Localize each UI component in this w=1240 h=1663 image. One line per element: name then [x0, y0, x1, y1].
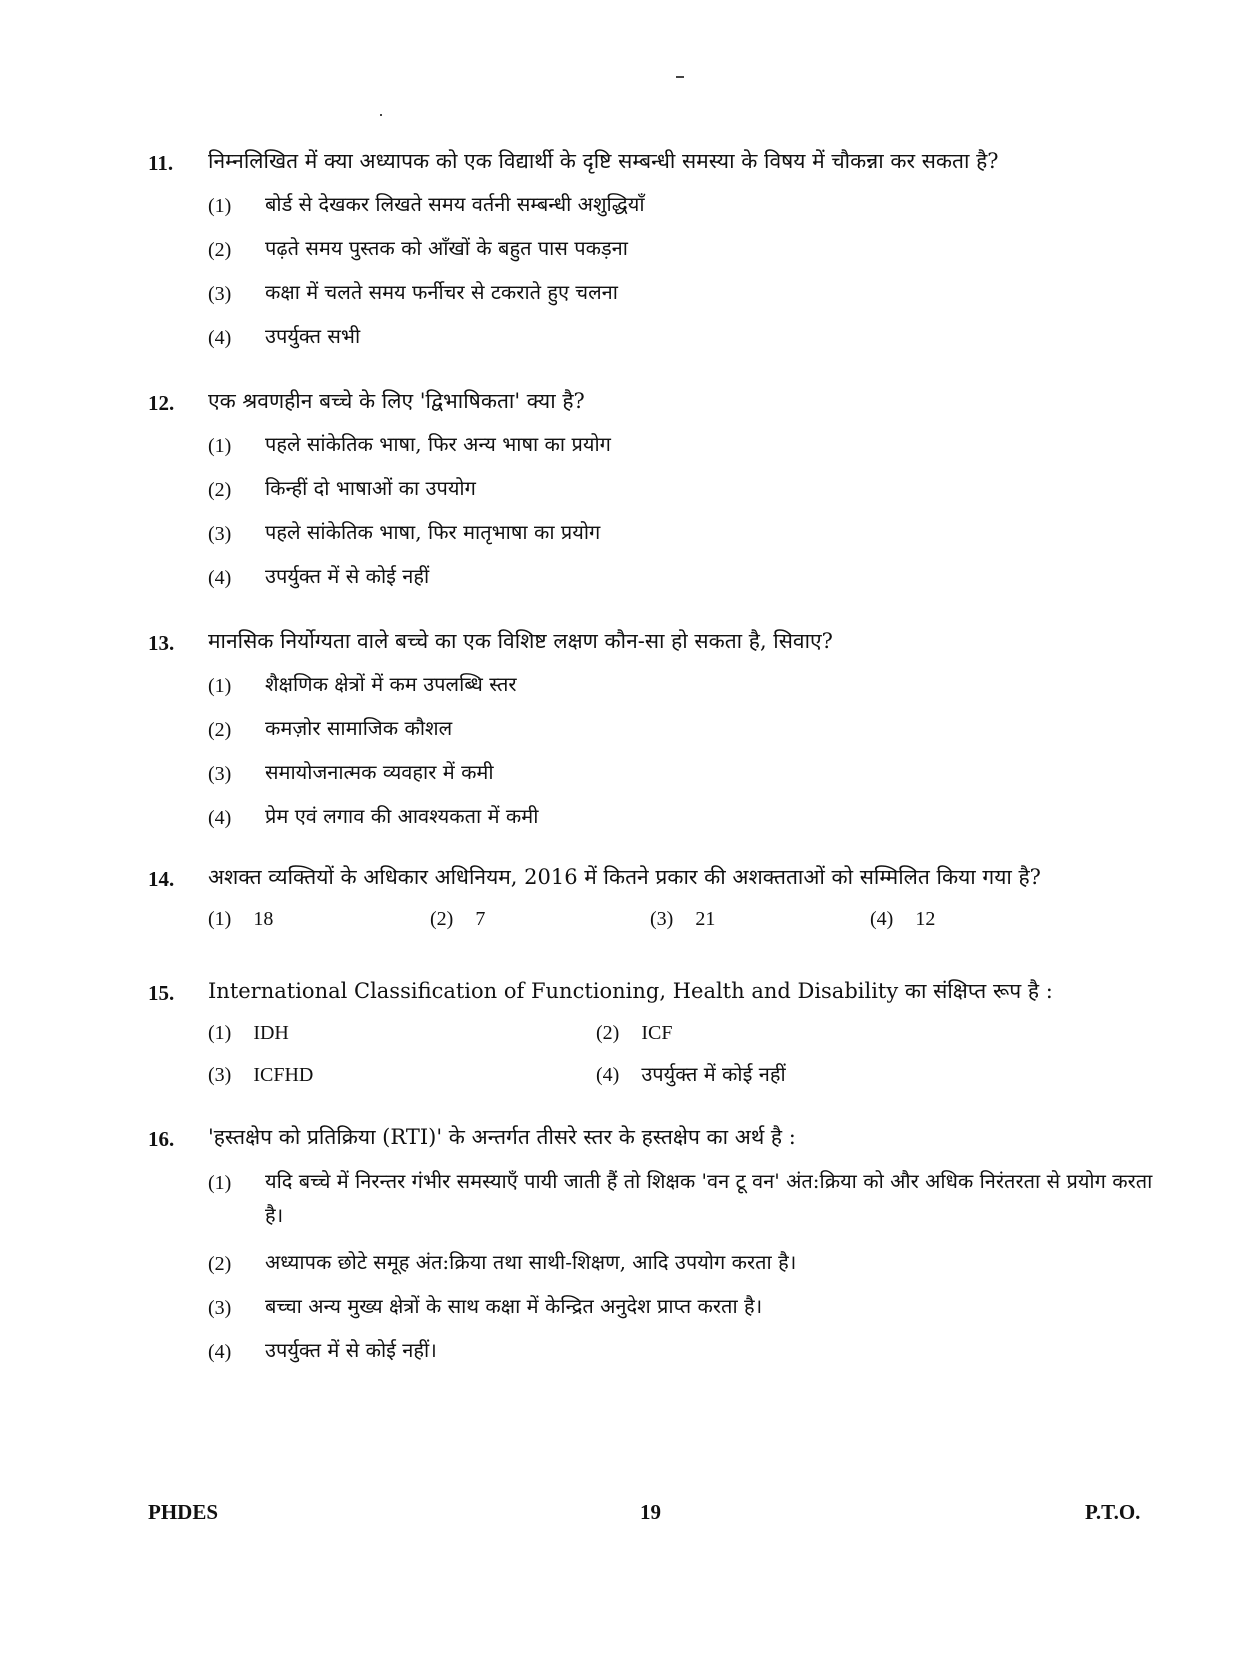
option	[596, 1060, 786, 1089]
option	[148, 802, 1168, 830]
question-15	[148, 976, 1168, 1090]
option-number: (1)	[208, 1172, 232, 1194]
question-14	[148, 862, 1168, 934]
question-16	[148, 1122, 1168, 1364]
option	[148, 474, 1168, 502]
question-stem: एक श्रवणहीन बच्चे के लिए 'द्विभाषिकता' क्या है?	[208, 389, 585, 413]
option-number: (2)	[208, 719, 232, 741]
option-number: (3)	[208, 1297, 232, 1319]
question-number: 16.	[148, 1127, 175, 1151]
question-number: 11.	[148, 151, 174, 175]
option	[148, 758, 1168, 786]
option-text: प्रेम एवं लगाव की आवश्यकता में कमी	[265, 804, 539, 828]
question-text	[148, 146, 1168, 176]
scan-speck	[380, 114, 382, 116]
option	[148, 714, 1168, 742]
option	[148, 1248, 1168, 1276]
question-number: 14.	[148, 867, 175, 891]
option	[148, 1292, 1168, 1320]
option-number: (1)	[208, 908, 232, 930]
option-number: (1)	[208, 435, 232, 457]
scan-speck	[676, 76, 684, 78]
question-text	[148, 386, 1168, 416]
footer-pto: P.T.O.	[1085, 1500, 1141, 1524]
option-number: (1)	[208, 675, 232, 697]
question-stem: International Classification of Functioning, Health and Disability का संक्षिप्त रूप है :	[208, 979, 1053, 1003]
option-number: (4)	[208, 807, 232, 829]
option-row	[148, 1018, 1168, 1048]
question-text	[148, 862, 1168, 892]
option-text: 21	[695, 908, 716, 930]
option-number: (1)	[208, 1022, 232, 1044]
option	[650, 904, 715, 933]
option-text: उपर्युक्त में से कोई नहीं।	[265, 1338, 437, 1362]
option-text: पढ़ते समय पुस्तक को आँखों के बहुत पास पकड़ना	[265, 236, 628, 260]
option-text: बच्चा अन्य मुख्य क्षेत्रों के साथ कक्षा में केन्द्रित अनुदेश प्राप्त करता है।	[265, 1294, 763, 1318]
question-text	[148, 626, 1168, 656]
option	[148, 518, 1168, 546]
question-stem: मानसिक निर्योग्यता वाले बच्चे का एक विशिष्ट लक्षण कौन-सा हो सकता है, सिवाए?	[208, 629, 833, 653]
option	[148, 430, 1168, 458]
option	[148, 278, 1168, 306]
option-number: (4)	[208, 327, 232, 349]
option	[148, 1336, 1168, 1364]
option-number: (3)	[208, 1064, 232, 1086]
option	[208, 1060, 313, 1089]
option-text: पहले सांकेतिक भाषा, फिर अन्य भाषा का प्रयोग	[265, 432, 611, 456]
option	[430, 904, 485, 933]
footer-page-number: 19	[640, 1500, 661, 1524]
option-text: ICF	[641, 1022, 673, 1044]
option-number: (1)	[208, 195, 232, 217]
option-text: 18	[253, 908, 274, 930]
option-text: अध्यापक छोटे समूह अंत:क्रिया तथा साथी-शिक्षण, आदि उपयोग करता है।	[265, 1250, 797, 1274]
option-text: 12	[915, 908, 936, 930]
option	[148, 234, 1168, 262]
option-row	[148, 904, 1168, 934]
option-text: शैक्षणिक क्षेत्रों में कम उपलब्धि स्तर	[265, 672, 517, 696]
option-number: (2)	[596, 1022, 620, 1044]
option-text: पहले सांकेतिक भाषा, फिर मातृभाषा का प्रयोग	[265, 520, 601, 544]
question-number: 15.	[148, 981, 175, 1005]
option-number: (2)	[208, 479, 232, 501]
question-stem: निम्नलिखित में क्या अध्यापक को एक विद्यार्थी के दृष्टि सम्बन्धी समस्या के विषय में चौकन्ना कर सकता है?	[208, 149, 999, 173]
option	[148, 562, 1168, 590]
option-number: (2)	[208, 239, 232, 261]
option-number: (2)	[208, 1253, 232, 1275]
option-number: (4)	[208, 567, 232, 589]
question-text	[148, 976, 1168, 1006]
option-number: (3)	[650, 908, 674, 930]
option-text: IDH	[253, 1022, 289, 1044]
option-number: (3)	[208, 523, 232, 545]
option-text: उपर्युक्त में से कोई नहीं	[265, 564, 430, 588]
option-text: यदि बच्चे में निरन्तर गंभीर समस्याएँ पायी जाती हैं तो शिक्षक 'वन टू वन' अंत:क्रिया को और अधिक निरंतरता से प्रयोग करता है।	[265, 1169, 1153, 1227]
option	[148, 1164, 1168, 1232]
question-stem: 'हस्तक्षेप को प्रतिक्रिया (RTI)' के अन्तर्गत तीसरे स्तर के हस्तक्षेप का अर्थ है :	[208, 1125, 796, 1149]
option	[148, 190, 1168, 218]
question-number: 12.	[148, 391, 175, 415]
option	[208, 1018, 289, 1047]
option-text: बोर्ड से देखकर लिखते समय वर्तनी सम्बन्धी अशुद्धियाँ	[265, 192, 645, 216]
option-row	[148, 1060, 1168, 1090]
option-number: (4)	[208, 1341, 232, 1363]
option-text: कक्षा में चलते समय फर्नीचर से टकराते हुए चलना	[265, 280, 618, 304]
option	[208, 904, 273, 933]
option-number: (2)	[430, 908, 454, 930]
option	[148, 322, 1168, 350]
question-number: 13.	[148, 631, 175, 655]
option-text: उपर्युक्त सभी	[265, 324, 361, 348]
option-number: (3)	[208, 283, 232, 305]
option-text: कमज़ोर सामाजिक कौशल	[265, 716, 453, 740]
option-number: (4)	[870, 908, 894, 930]
option-number: (4)	[596, 1064, 620, 1086]
footer-code: PHDES	[148, 1500, 219, 1524]
question-text	[148, 1122, 1168, 1152]
question-stem: अशक्त व्यक्तियों के अधिकार अधिनियम, 2016 में कितने प्रकार की अशक्तताओं को सम्मिलित किया गया है?	[208, 865, 1041, 889]
option-text: किन्हीं दो भाषाओं का उपयोग	[265, 476, 476, 500]
option-text: 7	[475, 908, 486, 930]
option	[596, 1018, 672, 1047]
option-number: (3)	[208, 763, 232, 785]
question-11	[148, 146, 1168, 350]
option	[148, 670, 1168, 698]
option-text: ICFHD	[253, 1064, 314, 1086]
option-text: समायोजनात्मक व्यवहार में कमी	[265, 760, 494, 784]
question-12	[148, 386, 1168, 590]
option	[870, 904, 935, 933]
question-13	[148, 626, 1168, 830]
option-text: उपर्युक्त में कोई नहीं	[641, 1062, 786, 1086]
